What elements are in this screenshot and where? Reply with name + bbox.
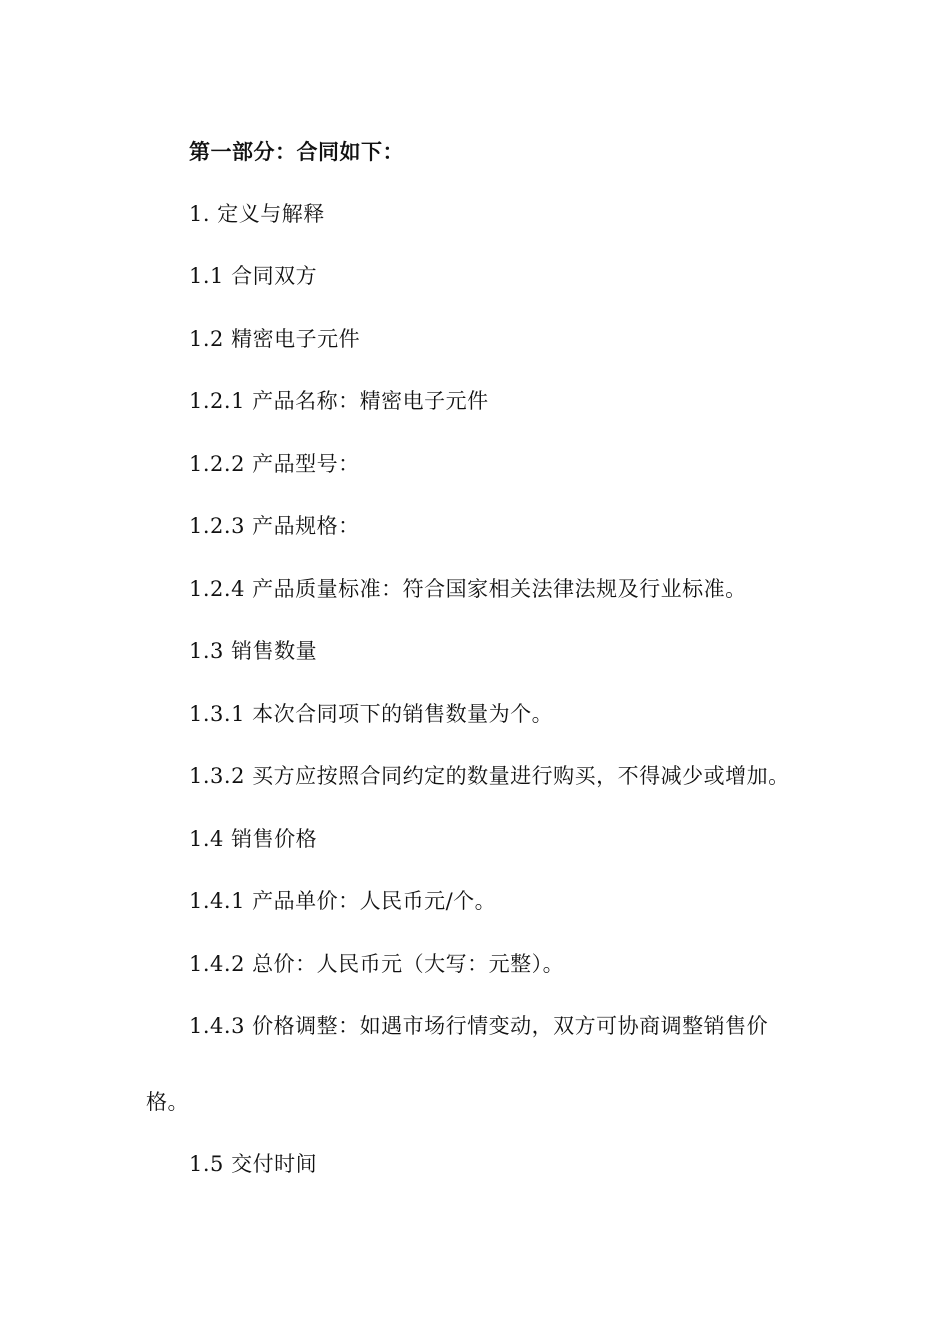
clause-1-3-1: 1.3.1 本次合同项下的销售数量为个。 xyxy=(189,702,554,726)
clause-1-2-3: 1.2.3 产品规格： xyxy=(189,514,360,538)
clause-1-4-3-continuation: 格。 xyxy=(146,1090,189,1114)
clause-1: 1. 定义与解释 xyxy=(189,202,325,226)
clause-1-4-3: 1.4.3 价格调整：如遇市场行情变动，双方可协商调整销售价 xyxy=(189,1014,769,1038)
clause-1-4-1: 1.4.1 产品单价：人民币元/个。 xyxy=(189,889,497,913)
clause-1-3: 1.3 销售数量 xyxy=(189,639,318,663)
clause-1-2-2: 1.2.2 产品型号： xyxy=(189,452,360,476)
clause-1-4: 1.4 销售价格 xyxy=(189,827,318,851)
clause-1-3-2: 1.3.2 买方应按照合同约定的数量进行购买，不得减少或增加。 xyxy=(189,764,790,788)
clause-1-5: 1.5 交付时间 xyxy=(189,1152,318,1176)
clause-1-1: 1.1 合同双方 xyxy=(189,264,318,288)
clause-1-2: 1.2 精密电子元件 xyxy=(189,327,361,351)
clause-1-4-2: 1.4.2 总价：人民币元（大写：元整）。 xyxy=(189,952,565,976)
clause-1-2-4: 1.2.4 产品质量标准：符合国家相关法律法规及行业标准。 xyxy=(189,577,747,601)
clause-1-2-1: 1.2.1 产品名称：精密电子元件 xyxy=(189,389,489,413)
section-heading: 第一部分：合同如下： xyxy=(189,140,404,164)
